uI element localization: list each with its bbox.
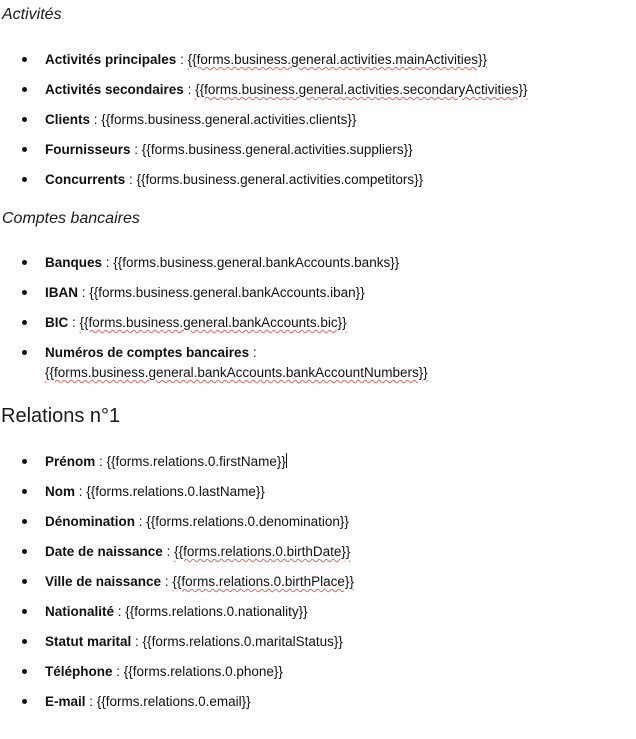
field-placeholder: {{forms.business.general.bankAccounts.bankAccountNumbers}}	[45, 365, 428, 380]
bullet-icon	[22, 519, 27, 524]
bullet-icon	[22, 609, 27, 614]
bullet-icon	[22, 579, 27, 584]
field-placeholder: {{forms.business.general.activities.competitors}}	[136, 172, 424, 187]
field-separator: :	[68, 315, 80, 330]
field-label: Nom	[45, 484, 75, 499]
field-label: IBAN	[45, 285, 78, 300]
list-item	[0, 80, 636, 110]
bullet-icon	[22, 549, 27, 554]
field-separator: :	[125, 172, 137, 187]
field-separator: :	[135, 514, 147, 529]
field-label: Numéros de comptes bancaires	[45, 345, 250, 360]
field-label: Banques	[45, 255, 103, 270]
list-item	[0, 692, 636, 722]
field-separator: :	[161, 574, 173, 589]
field-placeholder: {{forms.business.general.activities.suppliers}}	[141, 142, 413, 157]
field-separator: :	[102, 255, 114, 270]
bullet-icon	[22, 699, 27, 704]
field-label: Date de naissance	[45, 544, 163, 559]
list-item	[0, 632, 636, 662]
field-label: BIC	[45, 315, 69, 330]
bullet-icon	[22, 177, 27, 182]
bullet-icon	[22, 87, 27, 92]
field-separator: :	[114, 604, 126, 619]
list-item	[0, 512, 636, 542]
list-item	[0, 542, 636, 572]
field-label: Clients	[45, 112, 91, 127]
field-placeholder: {{forms.relations.0.phone}}	[123, 664, 283, 679]
text-cursor	[286, 453, 287, 468]
field-separator: :	[90, 112, 102, 127]
field-placeholder: {{forms.relations.0.nationality}}	[125, 604, 308, 619]
field-placeholder: {{forms.relations.0.email}}	[96, 694, 251, 709]
list-item	[0, 662, 636, 692]
field-label: Dénomination	[45, 514, 135, 529]
field-placeholder: {{forms.relations.0.birthDate}}	[174, 544, 351, 559]
bullet-icon	[22, 57, 27, 62]
bullet-icon	[22, 260, 27, 265]
field-placeholder: {{forms.business.general.bankAccounts.banks}}	[113, 255, 400, 270]
field-label: Activités principales	[45, 52, 177, 67]
field-placeholder: {{forms.relations.0.firstName}}	[106, 454, 286, 469]
bullet-icon	[22, 489, 27, 494]
field-separator: :	[78, 285, 90, 300]
list-item	[0, 110, 636, 140]
field-separator: :	[112, 664, 124, 679]
list-item	[0, 253, 636, 283]
field-separator: :	[183, 82, 196, 97]
list-item	[0, 452, 636, 482]
list-item	[0, 482, 636, 512]
heading-comptes-bancaires: Comptes bancaires	[2, 210, 140, 227]
field-placeholder: {{forms.business.general.bankAccounts.iban}}	[89, 285, 365, 300]
list-item	[0, 313, 636, 343]
field-separator: :	[249, 345, 257, 360]
field-label: Prénom	[45, 454, 96, 469]
list-item	[0, 50, 636, 80]
list-item	[0, 283, 636, 313]
field-separator: :	[131, 634, 143, 649]
field-placeholder: {{forms.relations.0.denomination}}	[146, 514, 349, 529]
field-label: E-mail	[45, 694, 86, 709]
bullet-icon	[22, 639, 27, 644]
list-comptes-bancaires	[0, 253, 636, 391]
list-item	[0, 572, 636, 602]
field-separator: :	[95, 454, 107, 469]
list-item	[0, 602, 636, 632]
bullet-icon	[22, 147, 27, 152]
field-separator: :	[130, 142, 142, 157]
field-label: Nationalité	[45, 604, 115, 619]
field-separator: :	[85, 694, 97, 709]
field-label: Statut marital	[45, 634, 132, 649]
bullet-icon	[22, 290, 27, 295]
list-item	[0, 170, 636, 200]
field-placeholder: {{forms.business.general.activities.secondaryActivities}}	[195, 82, 528, 97]
field-label: Activités secondaires	[45, 82, 184, 97]
heading-activites: Activités	[2, 6, 62, 23]
bullet-icon	[22, 459, 27, 464]
field-placeholder: {{forms.relations.0.maritalStatus}}	[142, 634, 343, 649]
field-separator: :	[75, 484, 87, 499]
field-label: Fournisseurs	[45, 142, 131, 157]
bullet-icon	[22, 320, 27, 325]
bullet-icon	[22, 669, 27, 674]
field-placeholder: {{forms.relations.0.lastName}}	[86, 484, 265, 499]
list-relations	[0, 452, 636, 722]
field-placeholder: {{forms.business.general.activities.clients}}	[101, 112, 357, 127]
field-placeholder: {{forms.relations.0.birthPlace}}	[172, 574, 354, 589]
field-separator: :	[176, 52, 188, 67]
field-placeholder: {{forms.business.general.bankAccounts.bic}}	[79, 315, 347, 330]
list-item	[0, 140, 636, 170]
field-label: Concurrents	[45, 172, 126, 187]
list-activites	[0, 50, 636, 200]
field-separator: :	[162, 544, 175, 559]
bullet-icon	[22, 350, 27, 355]
field-label: Téléphone	[45, 664, 113, 679]
list-item	[0, 343, 636, 391]
heading-relations: Relations n°1	[1, 405, 121, 427]
field-label: Ville de naissance	[45, 574, 162, 589]
bullet-icon	[22, 117, 27, 122]
field-placeholder: {{forms.business.general.activities.mainActivities}}	[187, 52, 487, 67]
